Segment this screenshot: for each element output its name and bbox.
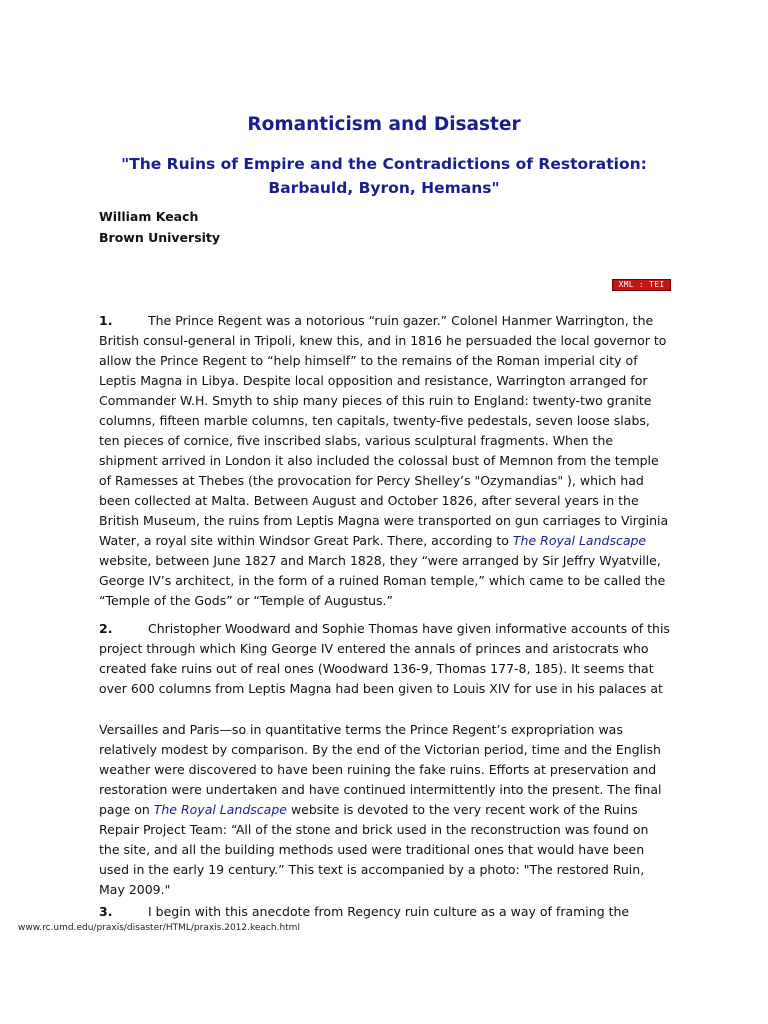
paragraph-line: ten pieces of cornice, five inscribed slabs, various sculptural fragments. When the: [99, 433, 614, 448]
royal-landscape-link[interactable]: The Royal Landscape: [512, 533, 647, 548]
author-affiliation: Brown University: [99, 230, 221, 245]
paragraph-line: the site, and all the building methods used were traditional ones that would have been: [99, 842, 645, 857]
paragraph-line: relatively modest by comparison. By the end of the Victorian period, time and the English: [99, 742, 661, 757]
paragraph-line: George IV’s architect, in the form of a ruined Roman temple,” which came to be called the: [99, 573, 666, 588]
paragraph-line: British Museum, the ruins from Leptis Magna were transported on gun carriages to Virginia: [99, 513, 669, 528]
paragraph-line: Leptis Magna in Libya. Despite local opposition and resistance, Warrington arranged for: [99, 373, 648, 388]
paragraph-line: website, between June 1827 and March 1828, they “were arranged by Sir Jeffry Wyatville,: [99, 553, 661, 568]
paragraph-line: The Prince Regent was a notorious “ruin gazer.” Colonel Hanmer Warrington, the: [148, 313, 654, 328]
paragraph-line: website is devoted to the very recent work of the Ruins: [286, 802, 638, 817]
page-subtitle: [60, 152, 708, 200]
paragraph-line: “Temple of the Gods” or “Temple of Augustus.”: [99, 593, 394, 608]
paragraph-1: [99, 311, 679, 611]
paragraph-line: weather were discovered to have been ruining the fake ruins. Efforts at preservation and: [99, 762, 657, 777]
paragraph-line: restoration were undertaken and have continued intermittently into the present. The final: [99, 782, 662, 797]
paragraph-2: [99, 619, 679, 699]
paragraph-line: Commander W.H. Smyth to ship many pieces of this ruin to England: twenty-two granite: [99, 393, 652, 408]
paragraph-number: 3.: [99, 904, 113, 919]
paragraph-line: May 2009.": [99, 882, 171, 897]
paragraph-line-prefix: page on: [99, 802, 154, 817]
paragraph-line: allow the Prince Regent to “help himself” to the remains of the Roman imperial city of: [99, 353, 638, 368]
paragraph-2-continued: [99, 720, 679, 900]
royal-landscape-link[interactable]: The Royal Landscape: [153, 802, 287, 817]
paragraph-line: Versailles and Paris—so in quantitative terms the Prince Regent’s expropriation was: [99, 722, 623, 737]
subtitle-line-2: Barbauld, Byron, Hemans": [268, 179, 500, 197]
paragraph-line: been collected at Malta. Between August and October 1826, after several years in the: [99, 493, 639, 508]
paragraph-number: 1.: [99, 313, 113, 328]
paragraph-line: Christopher Woodward and Sophie Thomas have given informative accounts of this: [148, 621, 670, 636]
paragraph-line: British consul-general in Tripoli, knew this, and in 1816 he persuaded the local governor to: [99, 333, 667, 348]
paragraph-line: I begin with this anecdote from Regency ruin culture as a way of framing the: [148, 904, 630, 919]
paragraph-3: [99, 902, 679, 922]
paragraph-line: shipment arrived in London it also included the colossal bust of Memnon from the temple: [99, 453, 659, 468]
paragraph-line: Repair Project Team: “All of the stone and brick used in the reconstruction was found on: [99, 822, 649, 837]
paragraph-line: of Ramesses at Thebes (the provocation for Percy Shelley’s "Ozymandias" ), which had: [99, 473, 644, 488]
paragraph-line: created fake ruins out of real ones (Woodward 136-9, Thomas 177-8, 185). It seems that: [99, 661, 654, 676]
paragraph-line: columns, fifteen marble columns, ten capitals, twenty-five pedestals, seven loose slabs,: [99, 413, 650, 428]
author-name: William Keach: [99, 209, 199, 224]
paragraph-line: project through which King George IV entered the annals of princes and aristocrats who: [99, 641, 649, 656]
page-title: Romanticism and Disaster: [247, 114, 521, 135]
paragraph-line: Water, a royal site within Windsor Great Park. There, according to: [99, 533, 513, 548]
paragraph-number: 2.: [99, 621, 113, 636]
xml-tei-badge[interactable]: XML : TEI: [612, 279, 671, 291]
paragraph-line: over 600 columns from Leptis Magna had been given to Louis XIV for use in his palaces at: [99, 681, 663, 696]
footer-url: www.rc.umd.edu/praxis/disaster/HTML/praxis.2012.keach.html: [18, 923, 300, 933]
paragraph-line: used in the early 19 century.” This text is accompanied by a photo: "The restored Ruin,: [99, 862, 645, 877]
subtitle-line-1: "The Ruins of Empire and the Contradictions of Restoration:: [121, 155, 647, 173]
